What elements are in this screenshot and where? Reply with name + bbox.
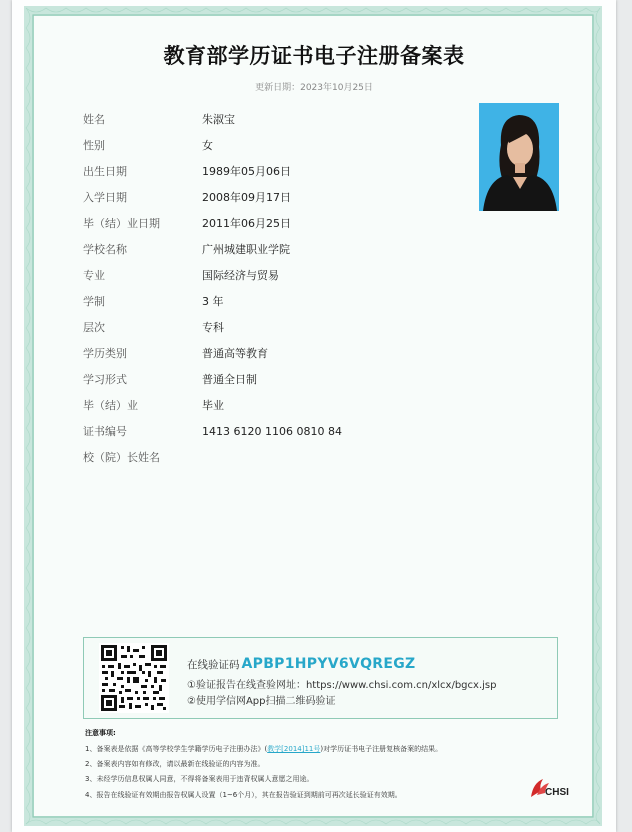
field-value: 普通全日制 — [202, 373, 257, 386]
field-value: 普通高等教育 — [202, 347, 268, 360]
field-value: 毕业 — [202, 399, 224, 412]
note-1-prefix: 1、备案表是依据《高等学校学生学籍学历电子注册办法》( — [85, 745, 268, 753]
field-value: 专科 — [202, 321, 224, 334]
field-row-duration — [83, 292, 463, 318]
field-value: 3 年 — [202, 295, 224, 308]
field-label: 校（院）长姓名 — [83, 451, 160, 464]
field-row-education-type — [83, 344, 463, 370]
note-3: 3、未经学历信息权属人同意，不得将备案表用于违背权属人意愿之用途。 — [85, 775, 314, 783]
field-value: 1989年05月06日 — [202, 165, 291, 178]
field-row-graduation-date — [83, 214, 463, 240]
field-label: 证书编号 — [83, 425, 127, 438]
field-label: 专业 — [83, 269, 105, 282]
field-row-level — [83, 318, 463, 344]
verification-web-instruction: ①验证报告在线查验网址：https://www.chsi.com.cn/xlcx/bgcx.jsp — [187, 680, 497, 691]
field-label: 层次 — [83, 321, 105, 334]
document-page — [12, 0, 616, 832]
field-label: 入学日期 — [83, 191, 127, 204]
document-title: 教育部学历证书电子注册备案表 — [163, 44, 465, 68]
note-2: 2、备案表内容如有修改，请以最新在线验证的内容为准。 — [85, 760, 265, 768]
verification-code-label: 在线验证码 — [187, 659, 240, 671]
field-row-name — [83, 110, 463, 136]
field-label: 学制 — [83, 295, 105, 308]
verification-app-instruction: ②使用学信网App扫描二维码验证 — [187, 696, 336, 707]
field-label: 毕（结）业日期 — [83, 217, 160, 230]
field-label: 毕（结）业 — [83, 399, 138, 412]
student-info-fields — [83, 110, 463, 474]
verification-code: APBP1HPYV6VQREGZ — [241, 656, 416, 672]
field-row-birth-date — [83, 162, 463, 188]
field-value: 朱淑宝 — [202, 113, 235, 126]
verification-code-line — [187, 656, 415, 672]
field-value: 2008年09月17日 — [202, 191, 291, 204]
qr-code[interactable] — [99, 643, 169, 713]
note-1-suffix: )对学历证书电子注册复核备案的结果。 — [320, 745, 443, 753]
notes-title: 注意事项: — [85, 729, 116, 737]
field-row-certificate-number — [83, 422, 463, 448]
field-row-school — [83, 240, 463, 266]
regulation-link[interactable]: 教学[2014]11号 — [267, 745, 321, 753]
note-4: 4、报告在线验证有效期由报告权属人设置（1~6个月），其在报告验证到期前可再次延长验证有效期。 — [85, 791, 402, 799]
field-row-major — [83, 266, 463, 292]
note-1 — [85, 744, 442, 754]
qr-code-icon — [99, 643, 169, 713]
field-row-study-form — [83, 370, 463, 396]
portrait-image — [479, 103, 559, 211]
field-label: 学校名称 — [83, 243, 127, 256]
field-label: 学历类别 — [83, 347, 127, 360]
field-value: 国际经济与贸易 — [202, 269, 279, 282]
field-row-gender — [83, 136, 463, 162]
field-label: 性别 — [83, 139, 105, 152]
field-row-enrollment-date — [83, 188, 463, 214]
field-value: 女 — [202, 139, 213, 152]
field-row-president-name — [83, 448, 463, 474]
field-value: 广州城建职业学院 — [202, 243, 290, 256]
field-value: 1413 6120 1106 0810 84 — [202, 425, 342, 438]
field-label: 姓名 — [83, 113, 105, 126]
field-label: 出生日期 — [83, 165, 127, 178]
field-row-graduation-status — [83, 396, 463, 422]
update-date: 更新日期：2023年10月25日 — [255, 83, 373, 93]
chsi-logo-text: CHSI — [545, 787, 569, 798]
field-label: 学习形式 — [83, 373, 127, 386]
field-value: 2011年06月25日 — [202, 217, 291, 230]
student-photo — [479, 103, 559, 211]
